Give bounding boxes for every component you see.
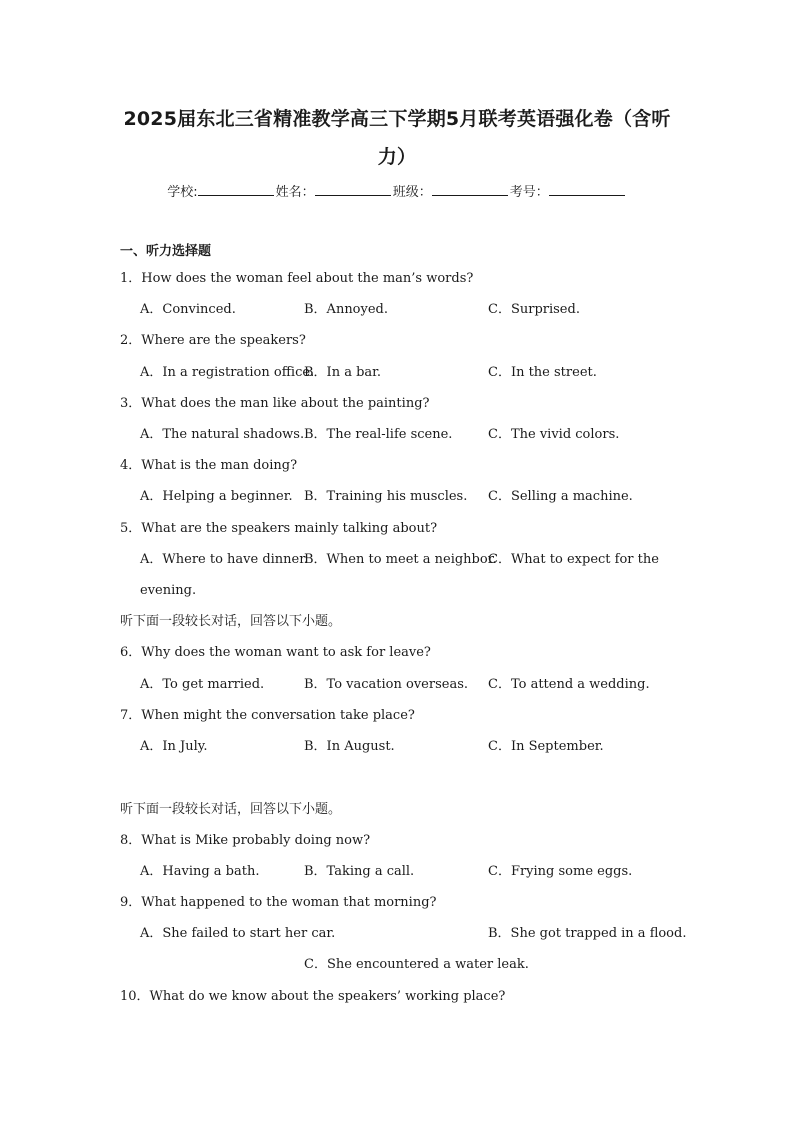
question-stem: 6．Why does the woman want to ask for leave? <box>120 645 431 660</box>
option-a[interactable]: A．Convinced. <box>140 302 236 317</box>
option-c[interactable]: C．Selling a machine. <box>488 489 633 504</box>
class-blank[interactable] <box>432 183 508 196</box>
option-b[interactable]: B．Annoyed. <box>304 302 389 317</box>
option-b[interactable]: B．In August. <box>304 739 395 754</box>
question-stem: 10．What do we know about the speakers’ working place? <box>120 989 506 1004</box>
school-blank[interactable] <box>198 183 274 196</box>
name-label: 姓名： <box>275 185 315 200</box>
number-label: 考号： <box>509 185 549 200</box>
option-b[interactable]: B．The real-life scene. <box>304 427 453 442</box>
name-blank[interactable] <box>315 183 391 196</box>
option-a[interactable]: A．In July. <box>140 739 208 754</box>
section-heading: 一、听力选择题 <box>120 244 212 259</box>
option-c-continued: evening. <box>140 583 197 598</box>
option-b[interactable]: B．Training his muscles. <box>304 489 468 504</box>
option-a[interactable]: A．In a registration office. <box>140 365 315 380</box>
option-b[interactable]: B．In a bar. <box>304 365 382 380</box>
option-b[interactable]: B．When to meet a neighbor. <box>304 552 497 567</box>
question-stem: 3．What does the man like about the painting? <box>120 396 430 411</box>
long-dialogue-note: 听下面一段较长对话，回答以下小题。 <box>120 614 342 629</box>
option-a[interactable]: A．Having a bath. <box>140 864 260 879</box>
option-a[interactable]: A．She failed to start her car. <box>140 926 336 941</box>
question-stem: 5．What are the speakers mainly talking about? <box>120 521 438 536</box>
option-c[interactable]: C．Frying some eggs. <box>488 864 633 879</box>
question-stem: 9．What happened to the woman that morning? <box>120 895 437 910</box>
question-stem: 2．Where are the speakers? <box>120 333 306 348</box>
option-a[interactable]: A．The natural shadows. <box>140 427 305 442</box>
option-b[interactable]: B．She got trapped in a flood. <box>488 926 687 941</box>
option-c[interactable]: C．To attend a wedding. <box>488 677 650 692</box>
page-title: 2025届东北三省精准教学高三下学期5月联考英语强化卷（含听力） <box>123 108 671 168</box>
option-c[interactable]: C．She encountered a water leak. <box>304 957 529 972</box>
option-a[interactable]: A．To get married. <box>140 677 265 692</box>
option-a[interactable]: A．Helping a beginner. <box>140 489 293 504</box>
question-stem: 7．When might the conversation take place? <box>120 708 415 723</box>
question-stem: 1．How does the woman feel about the man’s words? <box>120 271 474 286</box>
student-info-line <box>0 181 794 200</box>
option-b[interactable]: B．Taking a call. <box>304 864 415 879</box>
question-stem: 8．What is Mike probably doing now? <box>120 833 371 848</box>
option-c[interactable]: C．Surprised. <box>488 302 580 317</box>
option-c[interactable]: C．The vivid colors. <box>488 427 620 442</box>
class-label: 班级： <box>392 185 432 200</box>
number-blank[interactable] <box>549 183 625 196</box>
option-a[interactable]: A．Where to have dinner. <box>140 552 309 567</box>
option-b[interactable]: B．To vacation overseas. <box>304 677 469 692</box>
school-label: 学校: <box>167 185 198 200</box>
question-stem: 4．What is the man doing? <box>120 458 298 473</box>
option-c[interactable]: C．In September. <box>488 739 604 754</box>
option-c[interactable]: C．What to expect for the <box>488 552 659 567</box>
option-c[interactable]: C．In the street. <box>488 365 597 380</box>
long-dialogue-note: 听下面一段较长对话，回答以下小题。 <box>120 802 342 817</box>
